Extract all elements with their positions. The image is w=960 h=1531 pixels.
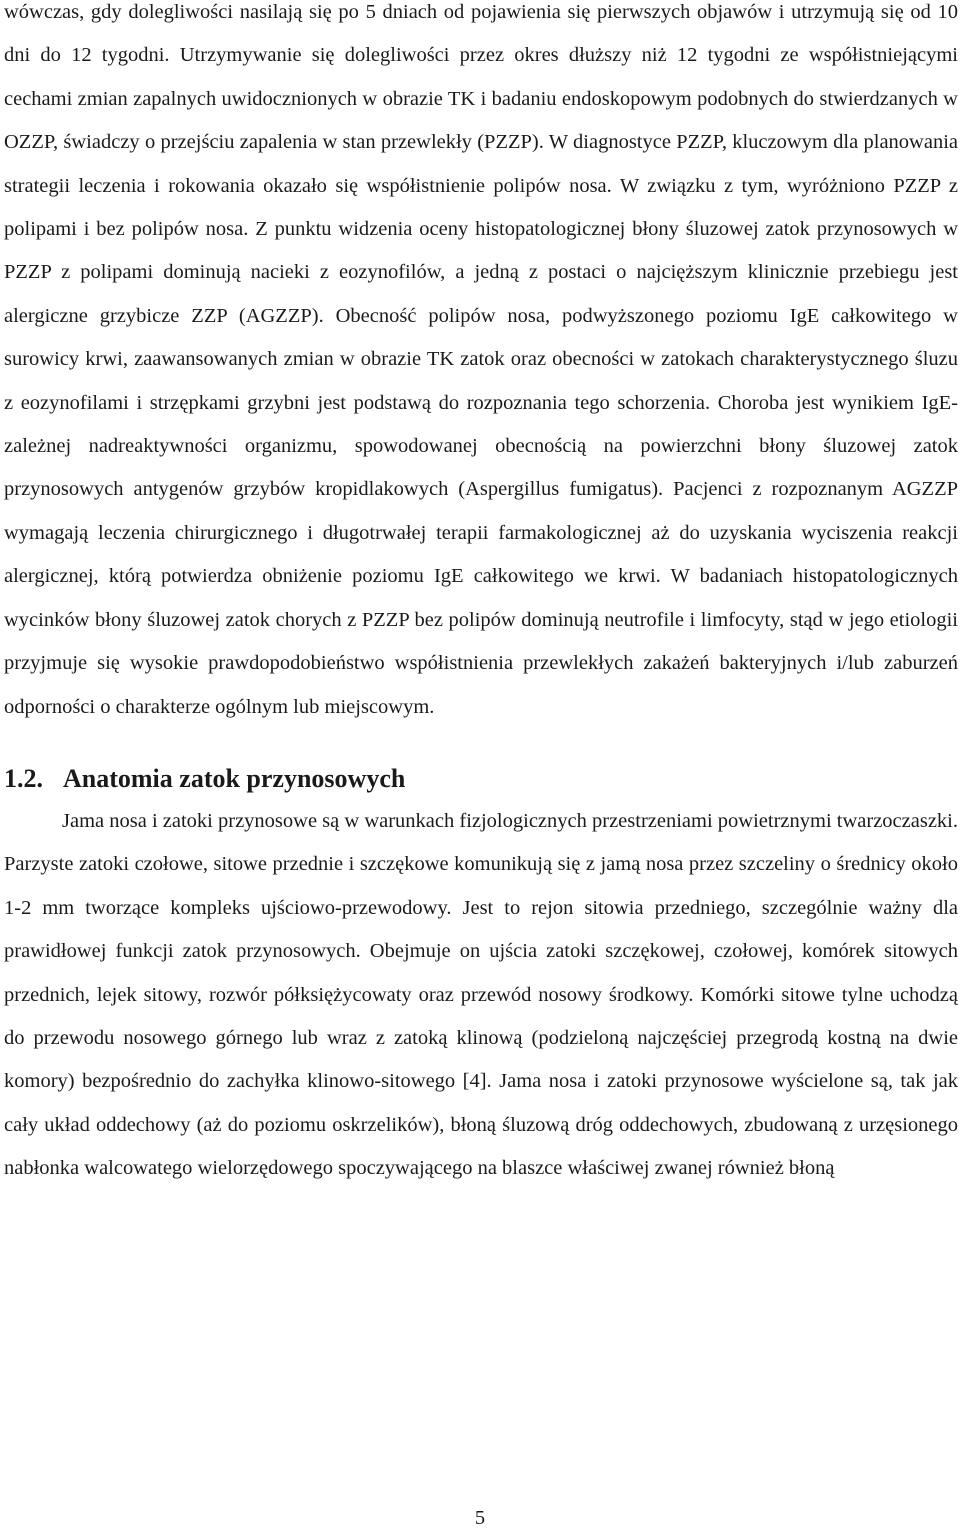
document-page (4, 0, 958, 1191)
section-number: 1.2. (4, 763, 43, 793)
page-number: 5 (474, 1507, 486, 1529)
body-paragraph: Jama nosa i zatoki przynosowe są w warunkach fizjologicznych przestrzeniami powietrznymi twarzoczaszki. Parzyste zatoki czołowe, sitowe przednie i szczękowe komunikują się z jamą nosa przez szczeliny o średnicy około 1-2 mm tworzące kompleks ujściowo-przewodowy. Jest to rejon sitowia przedniego, szczególnie ważny dla prawidłowej funkcji zatok przynosowych. Obejmuje on ujścia zatoki szczękowej, czołowej, komórek sitowych przednich, lejek sitowy, rozwór półksiężycowaty oraz przewód nosowy środkowy. Komórki sitowe tylne uchodzą do przewodu nosowego górnego lub wraz z zatoką klinową (podzieloną najczęściej przegrodą kostną na dwie komory) bezpośrednio do zachyłka klinowo-sitowego [4]. Jama nosa i zatoki przynosowe wyścielone są, tak jak cały układ oddechowy (aż do poziomu oskrzelików), błoną śluzową dróg oddechowych, zbudowaną z urzęsionego nabłonka walcowatego wielorzędowego spoczywającego na blaszce właściwej zwanej również błoną (4, 809, 958, 1180)
section-title: Anatomia zatok przynosowych (63, 763, 406, 793)
body-paragraph: wówczas, gdy dolegliwości nasilają się po 5 dniach od pojawienia się pierwszych objawów i utrzymują się od 10 dni do 12 tygodni. Utrzymywanie się dolegliwości przez okres dłuższy niż 12 tygodni ze współistniejącymi cechami zmian zapalnych uwidocznionych w obrazie TK i badaniu endoskopowym podobnych do stwierdzanych w OZZP, świadczy o przejściu zapalenia w stan przewlekły (PZZP). W diagnostyce PZZP, kluczowym dla planowania strategii leczenia i rokowania okazało się współistnienie polipów nosa. W związku z tym, wyróżniono PZZP z polipami i bez polipów nosa. Z punktu widzenia oceny histopatologicznej błony śluzowej zatok przynosowych w PZZP z polipami dominują nacieki z eozynofilów, a jedną z postaci o najcięższym klinicznie przebiegu jest alergiczne grzybicze ZZP (AGZZP). Obecność polipów nosa, podwyższonego poziomu IgE całkowitego w surowicy krwi, zaawansowanych zmian w obrazie TK zatok oraz obecności w zatokach charakterystycznego śluzu z eozynofilami i strzępkami grzybni jest podstawą do rozpoznania tego schorzenia. Choroba jest wynikiem IgE-zależnej nadreaktywności organizmu, spowodowanej obecnością na powierzchni błony śluzowej zatok przynosowych antygenów grzybów kropidlakowych (Aspergillus fumigatus). Pacjenci z rozpoznanym AGZZP wymagają leczenia chirurgicznego i długotrwałej terapii farmakologicznej aż do uzyskania wyciszenia reakcji alergicznej, którą potwierdza obniżenie poziomu IgE całkowitego we krwi. W badaniach histopatologicznych wycinków błony śluzowej zatok chorych z PZZP bez polipów dominują neutrofile i limfocyty, stąd w jego etiologii przyjmuje się wysokie prawdopodobieństwo współistnienia przewlekłych zakażeń bakteryjnych i/lub zaburzeń odporności o charakterze ogólnym lub miejscowym. (4, 1, 958, 718)
section-heading (4, 762, 958, 796)
